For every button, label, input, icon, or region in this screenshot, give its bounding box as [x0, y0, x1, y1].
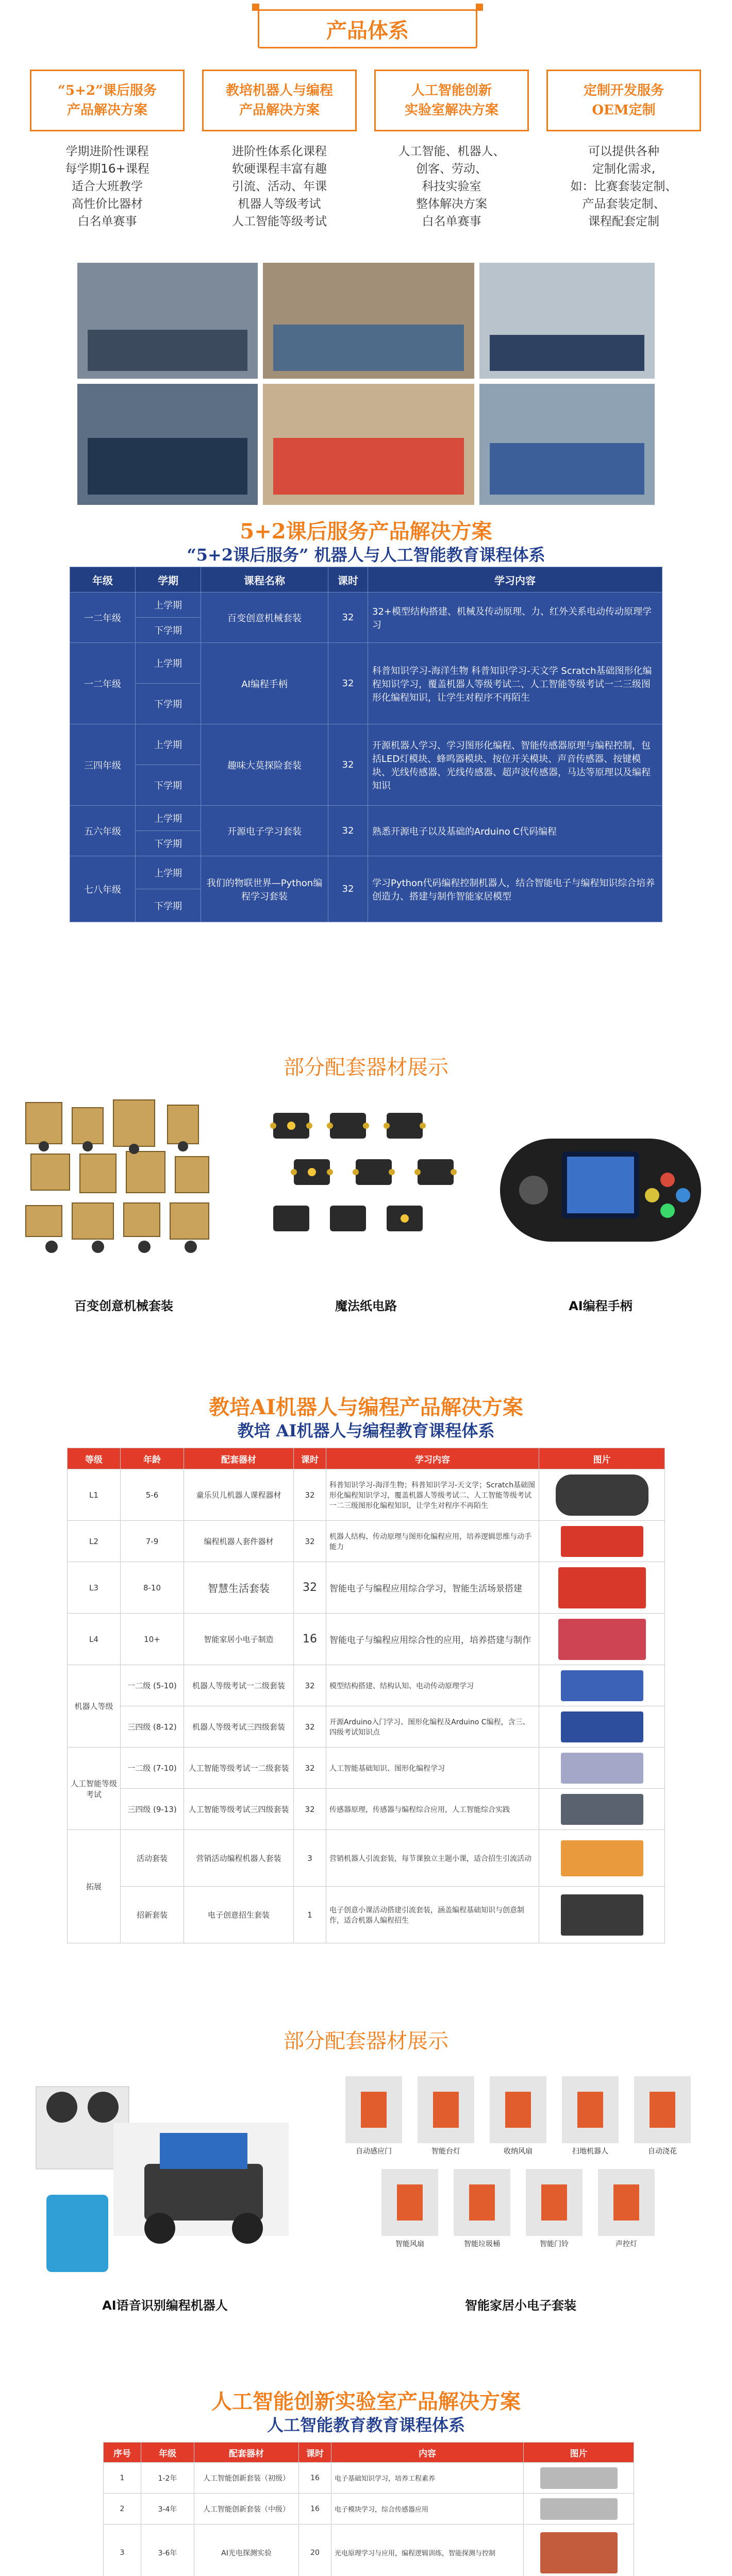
mini-label: 智能垃圾桶 [464, 2240, 500, 2248]
image-cell [539, 1887, 665, 1943]
section2-course-table [67, 1448, 665, 1943]
mechanical-kit-svg [21, 1097, 227, 1288]
table-header: 配套器材 [184, 1448, 294, 1469]
classroom-photos-svg [77, 263, 655, 505]
kit-cell: 编程机器人套件器材 [184, 1521, 294, 1562]
grade-cell: 3-6年 [141, 2524, 194, 2576]
age-cell: 10+ [121, 1614, 184, 1665]
solution-body-line: 人工智能等级考试 [232, 215, 327, 228]
solution-title-line2: 产品解决方案 [239, 103, 320, 118]
number-cell: 3 [104, 2524, 141, 2576]
product-image-mechanical-kit [21, 1097, 227, 1288]
section2-title: 教培AI机器人与编程产品解决方案 [209, 1395, 523, 1419]
solution-card-header [374, 70, 529, 131]
grade-cell: 1-2年 [141, 2463, 194, 2494]
hours-cell: 32 [328, 643, 368, 724]
table-row [68, 1706, 665, 1748]
section2-subtitle: 教培 AI机器人与编程教育课程体系 [237, 1421, 495, 1440]
solution-body-line: 引流、活动、年课 [232, 180, 327, 193]
age-cell: 活动套装 [121, 1830, 184, 1887]
content-cell: 电子基础知识学习，培养工程素养 [331, 2463, 524, 2494]
mini-label: 声控灯 [615, 2240, 637, 2248]
mini-label: 自动浇花 [648, 2147, 677, 2156]
solution-card-header [546, 70, 701, 131]
table-row [68, 1469, 665, 1521]
level-cell: L1 [68, 1469, 121, 1521]
kit-cell: AI光电探测实验 [194, 2524, 299, 2576]
age-cell: 8-10 [121, 1562, 184, 1614]
solution-body-line: 高性价比器材 [72, 197, 143, 211]
solution-body-line: 每学期16+课程 [65, 162, 149, 176]
hours-cell: 32 [294, 1469, 326, 1521]
image-cell [539, 1748, 665, 1789]
term-cell: 上学期 [136, 856, 201, 889]
hours-cell: 16 [294, 1614, 326, 1665]
hours-cell: 32 [328, 856, 368, 922]
content-cell: 科普知识学习-海洋生物；科普知识学习-天文学；Scratch基础图形化编程知识学习，覆盖机器人等级考试二、人工智能等级考试一二三级图形化编程知识，让学生对程序不再陌生 [326, 1469, 539, 1521]
image-cell [524, 2524, 634, 2576]
course-cell: 开源电子学习套装 [201, 806, 328, 856]
section3-subtitle: 人工智能教育教育课程体系 [267, 2415, 465, 2435]
solution-body-line: 学期进阶性课程 [65, 145, 149, 158]
table-header: 课程名称 [201, 567, 328, 592]
classroom-photo-students [273, 325, 464, 371]
table-row [68, 1521, 665, 1562]
mini-label: 收纳风扇 [504, 2147, 533, 2156]
smart-home-kit-grid [335, 2071, 706, 2277]
table-row [68, 1789, 665, 1830]
section1-equipment-heading: 部分配套器材展示 [284, 1056, 448, 1079]
content-cell: 学习Python代码编程控制机器人，结合智能电子与编程知识综合培养创造力、搭建与制作智能家居模型 [368, 856, 662, 922]
solution-title-line2: 产品解决方案 [66, 103, 147, 118]
table-row [68, 1562, 665, 1614]
term-cell: 下学期 [136, 684, 201, 724]
table-row [70, 592, 662, 618]
product-thumbnail [558, 1567, 646, 1608]
course-cell: 我们的物联世界—Python编程学习套装 [201, 856, 328, 922]
solution-card-3 [374, 70, 529, 230]
hours-cell: 3 [294, 1830, 326, 1887]
section1-subtitle: “5+2课后服务” 机器人与人工智能教育课程体系 [187, 545, 545, 565]
age-cell: 三四级 (9-13) [121, 1789, 184, 1830]
hours-cell: 32 [294, 1789, 326, 1830]
grade-cell: 3-4年 [141, 2494, 194, 2524]
term-cell: 上学期 [136, 806, 201, 831]
solution-body-line: 如：比赛套装定制、 [570, 180, 677, 193]
product-thumbnail [540, 2467, 618, 2489]
mini-label: 智能台灯 [431, 2147, 460, 2156]
equipment-caption: 智能家居小电子套装 [465, 2298, 576, 2313]
solution-card-body [30, 143, 185, 230]
term-cell: 下学期 [136, 765, 201, 806]
mini-label: 扫地机器人 [572, 2147, 608, 2156]
classroom-photo-desks [88, 330, 247, 371]
course-cell: 百变创意机械套装 [201, 592, 328, 643]
term-cell: 下学期 [136, 831, 201, 856]
product-thumbnail [561, 1711, 643, 1742]
level-cell: L3 [68, 1562, 121, 1614]
age-cell: 一二级 (7-10) [121, 1748, 184, 1789]
solution-body-line: 白名单赛事 [77, 215, 137, 228]
solution-card-body [546, 143, 701, 230]
content-cell: 电子模块学习，综合传感器应用 [331, 2494, 524, 2524]
table-header: 年级 [141, 2443, 194, 2463]
content-cell: 32+模型结构搭建、机械及传动原理、力、红外关系电动传动原理学习 [368, 592, 662, 643]
page-title-text: 产品体系 [326, 18, 409, 43]
table-header: 年级 [70, 567, 136, 592]
classroom-photo-computers [88, 438, 247, 495]
equipment-caption: 魔法纸电路 [335, 1299, 397, 1313]
age-cell: 5-6 [121, 1469, 184, 1521]
hours-cell: 16 [299, 2463, 331, 2494]
product-thumbnail [561, 1526, 643, 1557]
solution-card-2 [202, 70, 357, 230]
equipment-caption: 百变创意机械套装 [74, 1299, 173, 1313]
table-header: 学习内容 [326, 1448, 539, 1469]
kit-cell: 智慧生活套装 [184, 1562, 294, 1614]
product-thumbnail [540, 2532, 618, 2573]
image-cell [539, 1789, 665, 1830]
hours-cell: 32 [328, 592, 368, 643]
solution-card-header [202, 70, 357, 131]
section3-title: 人工智能创新实验室产品解决方案 [211, 2389, 521, 2414]
product-thumbnail [561, 1894, 643, 1936]
level-cell: 拓展 [68, 1830, 121, 1943]
content-cell: 人工智能基础知识、图形化编程学习 [326, 1748, 539, 1789]
section3-course-table [103, 2442, 634, 2576]
voice-robot-svg [31, 2076, 299, 2282]
table-header: 课时 [328, 567, 368, 592]
table-row [104, 2494, 634, 2524]
mini-label: 智能风扇 [395, 2240, 424, 2248]
image-cell [524, 2463, 634, 2494]
mini-label: 智能门铃 [540, 2240, 569, 2248]
hours-cell: 20 [299, 2524, 331, 2576]
solution-body-line: 可以提供各种 [588, 145, 659, 158]
table-row [68, 1614, 665, 1665]
hours-cell: 32 [328, 806, 368, 856]
hours-cell: 32 [294, 1521, 326, 1562]
section1-title: 5+2课后服务产品解决方案 [240, 519, 492, 544]
image-cell [524, 2494, 634, 2524]
content-cell: 模型结构搭建、结构认知、电动传动原理学习 [326, 1665, 539, 1706]
solution-title-line2: OEM定制 [592, 103, 656, 118]
product-image-ai-handheld [490, 1108, 711, 1273]
kit-cell: 人工智能创新套装（中级） [194, 2494, 299, 2524]
solution-body-line: 白名单赛事 [422, 215, 481, 228]
kit-cell: 营销活动编程机器人套装 [184, 1830, 294, 1887]
page-title [258, 9, 477, 48]
image-cell [539, 1469, 665, 1521]
hours-cell: 32 [294, 1748, 326, 1789]
hours-cell: 32 [294, 1706, 326, 1748]
classroom-photo-students [490, 335, 644, 371]
solution-body-line: 课程配套定制 [588, 215, 659, 228]
table-header: 内容 [331, 2443, 524, 2463]
number-cell: 1 [104, 2463, 141, 2494]
hours-cell: 32 [328, 724, 368, 806]
image-cell [539, 1706, 665, 1748]
solution-card-body [202, 143, 357, 230]
classroom-photo-collage [77, 263, 655, 505]
term-cell: 上学期 [136, 592, 201, 618]
kit-cell: 机器人等级考试一二级套装 [184, 1665, 294, 1706]
kit-cell: 机器人等级考试三四级套装 [184, 1706, 294, 1748]
product-thumbnail [558, 1619, 646, 1660]
kit-cell: 人工智能等级考试一二级套装 [184, 1748, 294, 1789]
table-row [70, 856, 662, 889]
image-cell [539, 1614, 665, 1665]
product-thumbnail [561, 1753, 643, 1784]
product-thumbnail [540, 2498, 618, 2520]
solution-card-header [30, 70, 185, 131]
classroom-photo-uniforms [273, 438, 464, 495]
table-row [70, 724, 662, 765]
term-cell: 上学期 [136, 643, 201, 684]
table-row [70, 643, 662, 684]
product-thumbnail [561, 1670, 643, 1701]
age-cell: 三四级 (8-12) [121, 1706, 184, 1748]
level-cell: 机器人等级 [68, 1665, 121, 1748]
product-image-paper-circuit [263, 1103, 469, 1273]
solution-body-line: 机器人等级考试 [238, 197, 321, 211]
number-cell: 2 [104, 2494, 141, 2524]
content-cell: 智能电子与编程应用综合学习，智能生活场景搭建 [326, 1562, 539, 1614]
table-row [104, 2463, 634, 2494]
equipment-caption: AI语音识别编程机器人 [102, 2298, 228, 2313]
table-row [68, 1748, 665, 1789]
solution-title-line1: 教培机器人与编程 [225, 83, 333, 98]
solution-body-line: 创客、劳动、 [416, 162, 487, 176]
table-header: 学期 [136, 567, 201, 592]
term-cell: 上学期 [136, 724, 201, 765]
table-row [68, 1887, 665, 1943]
mini-label: 自动感应门 [356, 2147, 392, 2156]
content-cell: 光电原理学习与应用，编程逻辑训练，智能探测与控制 [331, 2524, 524, 2576]
solution-body-line: 科技实验室 [422, 180, 481, 193]
content-cell: 熟悉开源电子以及基础的Arduino C代码编程 [368, 806, 662, 856]
table-row [104, 2524, 634, 2576]
content-cell: 开源机器人学习、学习图形化编程、智能传感器原理与编程控制，包括LED灯模块、蜂鸣器模块、按位开关模块、声音传感器、按键模块、光线传感器、光线传感器、超声波传感器，马达等原理以及编程知识 [368, 724, 662, 806]
grade-cell: 七八年级 [70, 856, 136, 922]
kit-cell: 童乐贝儿机器人课程器材 [184, 1469, 294, 1521]
level-cell: L4 [68, 1614, 121, 1665]
table-header: 年龄 [121, 1448, 184, 1469]
solution-body-line: 整体解决方案 [416, 197, 487, 211]
hours-cell: 32 [294, 1562, 326, 1614]
table-header: 配套器材 [194, 2443, 299, 2463]
image-cell [539, 1665, 665, 1706]
table-header: 图片 [524, 2443, 634, 2463]
table-header: 学习内容 [368, 567, 662, 592]
image-cell [539, 1830, 665, 1887]
solution-title-line1: 定制开发服务 [583, 83, 664, 98]
table-header: 课时 [299, 2443, 331, 2463]
solution-body-line: 定制化需求, [592, 162, 656, 176]
grade-cell: 一二年级 [70, 592, 136, 643]
product-thumbnail [556, 1475, 648, 1516]
product-thumbnail [561, 1794, 643, 1825]
image-cell [539, 1562, 665, 1614]
content-cell: 营销机器人引流套装，每节课独立主题小课，适合招生引流活动 [326, 1830, 539, 1887]
hours-cell: 32 [294, 1665, 326, 1706]
section2-equipment-heading: 部分配套器材展示 [284, 2029, 448, 2053]
content-cell: 科普知识学习-海洋生物 科普知识学习-天文学 Scratch基础图形化编程知识学习，覆盖机器人等级考试二、人工智能等级考试一二三级图形化编程知识，让学生对程序不再陌生 [368, 643, 662, 724]
paper-circuit-svg [263, 1103, 469, 1273]
section1-course-table [70, 567, 662, 922]
solution-body-line: 人工智能、机器人、 [398, 145, 505, 158]
ai-handheld-svg [490, 1108, 711, 1273]
age-cell: 一二级 (5-10) [121, 1665, 184, 1706]
solution-card-4 [546, 70, 701, 230]
table-row [68, 1665, 665, 1706]
term-cell: 下学期 [136, 618, 201, 643]
level-cell: 人工智能等级考试 [68, 1748, 121, 1830]
kit-cell: 人工智能等级考试三四级套装 [184, 1789, 294, 1830]
grade-cell: 一二年级 [70, 643, 136, 724]
kit-cell: 人工智能创新套装（初级） [194, 2463, 299, 2494]
equipment-caption: AI编程手柄 [569, 1299, 633, 1313]
solution-body-line: 进阶性体系化课程 [232, 145, 327, 158]
content-cell: 开源Arduino入门学习、图形化编程及Arduino C编程，含三、四级考试知识点 [326, 1706, 539, 1748]
hours-cell: 16 [299, 2494, 331, 2524]
solution-body-line: 适合大班教学 [72, 180, 143, 193]
solution-body-line: 产品套装定制、 [582, 197, 666, 211]
image-cell [539, 1521, 665, 1562]
solution-title-line1: “5+2”课后服务 [58, 83, 157, 98]
grade-cell: 三四年级 [70, 724, 136, 806]
grade-cell: 五六年级 [70, 806, 136, 856]
term-cell: 下学期 [136, 889, 201, 922]
solution-card-body [374, 143, 529, 230]
solution-card-1 [30, 70, 185, 230]
solution-title-line2: 实验室解决方案 [404, 103, 498, 118]
kit-cell: 智能家居小电子制造 [184, 1614, 294, 1665]
age-cell: 招新套装 [121, 1887, 184, 1943]
table-row [68, 1830, 665, 1887]
solution-title-line1: 人工智能创新 [411, 83, 492, 98]
course-cell: 趣味大莫探险套装 [201, 724, 328, 806]
table-header: 序号 [104, 2443, 141, 2463]
level-cell: L2 [68, 1521, 121, 1562]
product-image-voice-robot [31, 2076, 299, 2282]
content-cell: 智能电子与编程应用综合性的应用，培养搭建与制作 [326, 1614, 539, 1665]
solution-body-line: 软硬课程丰富有趣 [232, 162, 327, 176]
classroom-photo-students [490, 443, 644, 495]
table-header: 图片 [539, 1448, 665, 1469]
age-cell: 7-9 [121, 1521, 184, 1562]
product-thumbnail [561, 1840, 643, 1876]
content-cell: 机器人结构、传动原理与图形化编程应用，培养逻辑思维与动手能力 [326, 1521, 539, 1562]
kit-cell: 电子创意招生套装 [184, 1887, 294, 1943]
hours-cell: 1 [294, 1887, 326, 1943]
course-cell: AI编程手柄 [201, 643, 328, 724]
content-cell: 传感器原理，传感器与编程综合应用，人工智能综合实践 [326, 1789, 539, 1830]
table-header: 课时 [294, 1448, 326, 1469]
table-header: 等级 [68, 1448, 121, 1469]
content-cell: 电子创意小课活动搭建引流套装，涵盖编程基础知识与创意制作，适合机器人编程招生 [326, 1887, 539, 1943]
table-row [70, 806, 662, 831]
